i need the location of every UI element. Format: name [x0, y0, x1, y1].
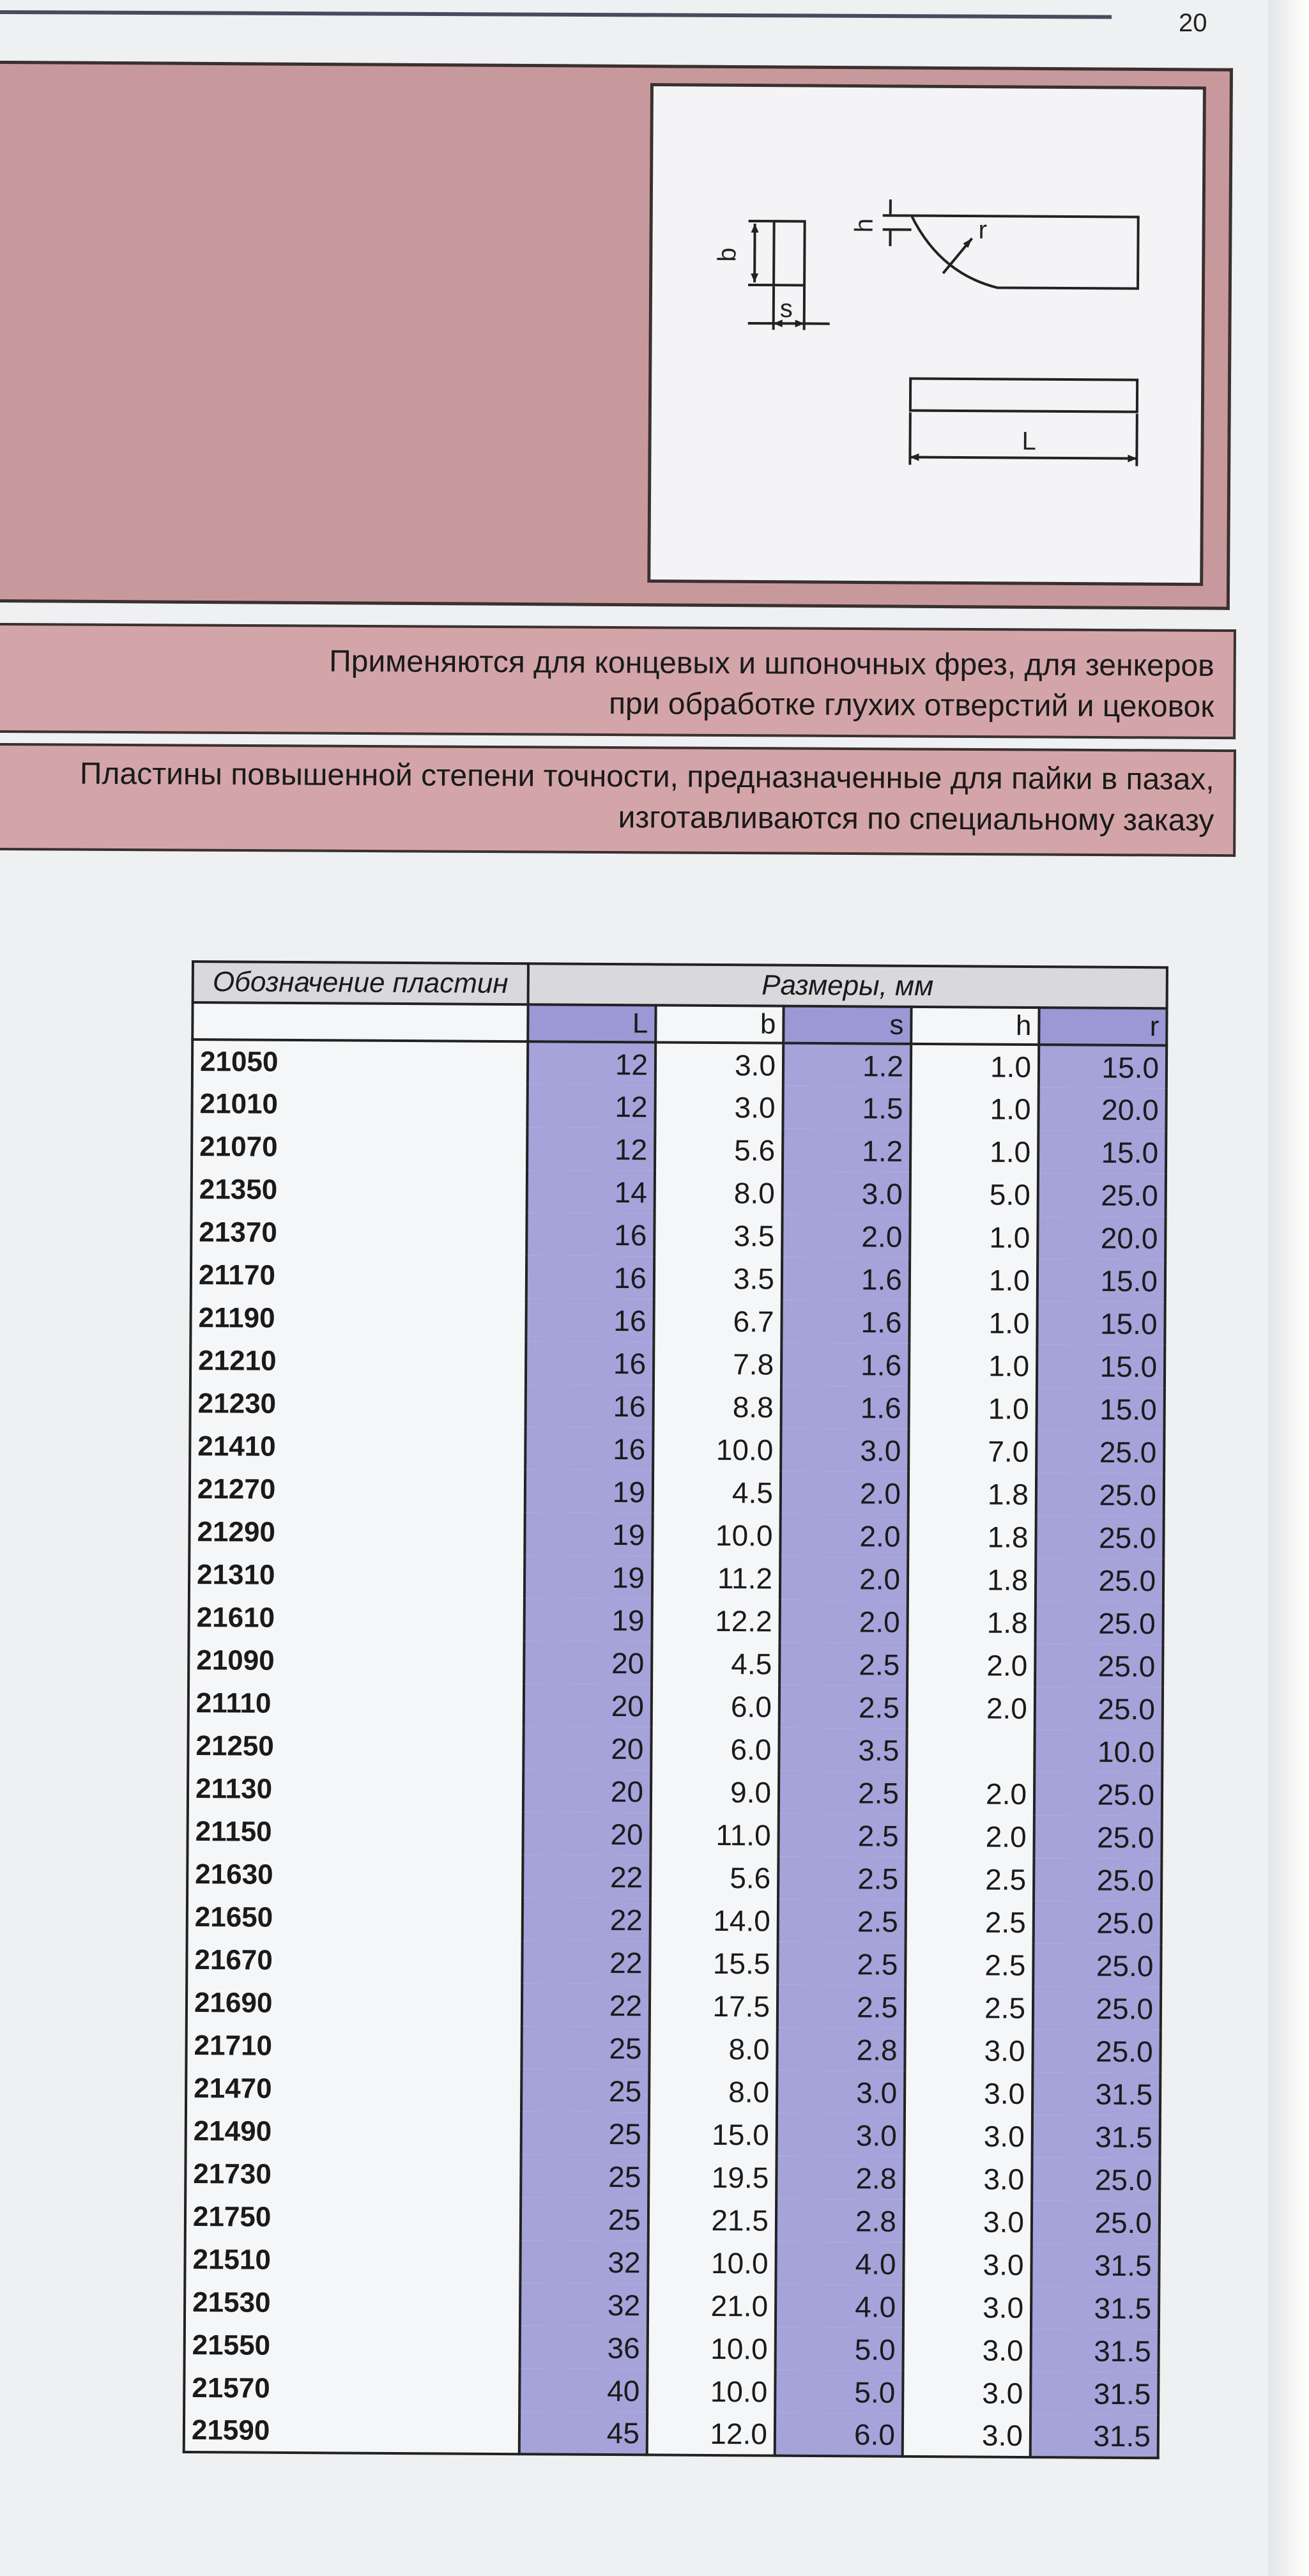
- table-row: [184, 2409, 1158, 2458]
- cell-code: 21690: [187, 1981, 522, 2026]
- table-row: [191, 1254, 1165, 1302]
- cell-r: 25.0: [1034, 1858, 1161, 1901]
- cell-b: 10.0: [652, 1513, 780, 1556]
- table-row: [185, 2195, 1160, 2244]
- cell-h: 1.0: [909, 1386, 1037, 1430]
- cell-b: 21.0: [648, 2283, 776, 2327]
- cell-s: 1.2: [783, 1129, 910, 1172]
- cell-L: 20: [523, 1726, 651, 1770]
- cell-s: 2.0: [781, 1471, 908, 1515]
- cell-b: 8.0: [649, 2027, 777, 2070]
- cell-r: 25.0: [1035, 1601, 1163, 1644]
- column-h: h: [911, 1007, 1039, 1045]
- cell-s: 2.5: [778, 1899, 906, 1943]
- cell-h: 1.8: [908, 1515, 1036, 1558]
- cell-b: 15.0: [649, 2112, 777, 2156]
- cell-L: 16: [526, 1255, 654, 1299]
- cell-b: 3.0: [655, 1085, 783, 1128]
- cell-b: 10.0: [648, 2241, 776, 2284]
- cell-L: 32: [520, 2240, 648, 2283]
- cell-h: 2.5: [906, 1900, 1034, 1943]
- cell-L: 12: [528, 1041, 655, 1085]
- cell-r: 25.0: [1032, 2029, 1160, 2073]
- cell-h: 1.8: [907, 1600, 1035, 1644]
- cell-r: 25.0: [1038, 1173, 1166, 1216]
- cell-b: 8.0: [649, 2069, 777, 2113]
- label-L: L: [1022, 427, 1036, 456]
- cell-r: 31.5: [1032, 2072, 1160, 2115]
- cell-L: 20: [524, 1683, 652, 1727]
- cell-r: 25.0: [1036, 1473, 1164, 1516]
- table-row: [184, 2366, 1158, 2415]
- table-row: [186, 2067, 1160, 2115]
- cell-code: 21470: [186, 2067, 521, 2112]
- table-row: [192, 1082, 1166, 1131]
- cell-r: 31.5: [1030, 2372, 1158, 2415]
- cell-code: 21530: [185, 2281, 520, 2326]
- label-s: s: [779, 295, 793, 323]
- cell-r: 25.0: [1033, 1943, 1161, 1987]
- precision-note-line-2: изготавливаются по специальному заказу: [618, 801, 1214, 838]
- column-b: b: [655, 1005, 783, 1043]
- cell-code: 21270: [190, 1468, 525, 1512]
- cell-L: 16: [526, 1384, 654, 1427]
- cell-r: 25.0: [1032, 2158, 1160, 2201]
- insert-diagram: [647, 83, 1206, 586]
- cell-code: 21490: [186, 2110, 521, 2154]
- cell-code: 21590: [184, 2409, 519, 2454]
- dimensions-table: [183, 960, 1166, 2459]
- table-row: [189, 1596, 1163, 1644]
- page-edge: [1268, 0, 1309, 2576]
- cell-b: 8.0: [655, 1170, 783, 1214]
- cell-b: 21.5: [648, 2198, 776, 2241]
- cell-b: 4.5: [653, 1470, 781, 1514]
- table-row: [188, 1639, 1163, 1687]
- cell-code: 21070: [192, 1125, 527, 1170]
- cell-L: 12: [527, 1084, 655, 1128]
- cell-h: 7.0: [908, 1429, 1036, 1473]
- cell-s: 1.6: [781, 1386, 909, 1429]
- cell-code: 21350: [192, 1168, 527, 1213]
- cell-code: 21010: [192, 1082, 527, 1127]
- cell-r: 20.0: [1038, 1087, 1166, 1131]
- cell-h: 3.0: [904, 2200, 1032, 2243]
- cell-code: 21730: [185, 2152, 521, 2197]
- cell-h: 2.5: [905, 1943, 1033, 1986]
- cell-code: 21250: [188, 1724, 523, 1769]
- cell-L: 22: [522, 1940, 650, 1984]
- cell-b: 12.0: [647, 2412, 775, 2455]
- table-row: [187, 1810, 1161, 1859]
- cell-b: 10.0: [648, 2326, 776, 2370]
- cell-b: 10.0: [653, 1427, 781, 1471]
- table-row: [192, 1125, 1166, 1174]
- cell-L: 19: [524, 1598, 652, 1641]
- cell-b: 17.5: [650, 1984, 777, 2027]
- cell-r: 15.0: [1037, 1301, 1165, 1345]
- cell-code: 21290: [189, 1510, 524, 1555]
- cell-r: 10.0: [1034, 1729, 1162, 1773]
- cell-r: 25.0: [1032, 2200, 1160, 2244]
- table-row: [185, 2238, 1159, 2287]
- cell-s: 2.8: [776, 2156, 904, 2200]
- cell-h: 1.0: [909, 1344, 1037, 1387]
- cell-s: 2.0: [782, 1215, 910, 1258]
- table-row: [189, 1553, 1163, 1602]
- cell-L: 16: [526, 1298, 654, 1342]
- application-note-line-1: Применяются для концевых и шпоночных фрез, для зенкеров: [329, 644, 1214, 683]
- table-row: [191, 1211, 1165, 1259]
- cell-b: 15.5: [650, 1941, 777, 1984]
- cell-b: 8.8: [654, 1384, 781, 1428]
- cell-h: 1.0: [909, 1301, 1037, 1344]
- cell-code: 21670: [187, 1938, 522, 1983]
- cell-L: 25: [521, 2154, 648, 2198]
- table-row: [189, 1510, 1163, 1559]
- table-row: [190, 1382, 1165, 1430]
- cell-r: 15.0: [1037, 1387, 1165, 1430]
- header-dimensions: Размеры, мм: [528, 963, 1167, 1008]
- top-rule: [0, 10, 1112, 19]
- cell-L: 25: [521, 2069, 649, 2112]
- cell-s: 3.0: [777, 2071, 905, 2114]
- cell-r: 25.0: [1035, 1644, 1163, 1687]
- cell-s: 2.5: [779, 1643, 907, 1686]
- cell-code: 21150: [187, 1810, 523, 1855]
- cell-h: 1.0: [911, 1044, 1039, 1087]
- application-note: [0, 623, 1236, 739]
- table-row: [187, 1938, 1161, 1987]
- cell-s: 2.8: [777, 2028, 905, 2071]
- cell-L: 45: [519, 2411, 647, 2455]
- cell-b: 3.5: [654, 1213, 782, 1257]
- cell-L: 19: [524, 1512, 652, 1556]
- cell-b: 14.0: [650, 1898, 778, 1942]
- table-row: [187, 1853, 1161, 1901]
- cell-h: 3.0: [903, 2371, 1030, 2414]
- cell-r: 15.0: [1039, 1045, 1167, 1088]
- cell-b: 12.2: [652, 1598, 779, 1642]
- cell-h: 3.0: [904, 2157, 1032, 2200]
- cell-r: 31.5: [1031, 2286, 1159, 2329]
- cell-s: 4.0: [776, 2242, 903, 2285]
- table-row: [192, 1039, 1167, 1088]
- cell-s: 6.0: [775, 2413, 903, 2457]
- cell-r: 25.0: [1035, 1687, 1163, 1730]
- cell-L: 25: [521, 2197, 648, 2241]
- precision-note: [0, 743, 1236, 857]
- cell-h: 1.8: [908, 1558, 1036, 1601]
- label-h: h: [850, 218, 878, 233]
- cell-b: 5.6: [655, 1128, 783, 1171]
- cell-h: 1.0: [910, 1258, 1037, 1301]
- cell-b: 3.0: [655, 1042, 783, 1085]
- cell-h: 3.0: [903, 2414, 1030, 2457]
- page-number: 20: [1179, 9, 1207, 37]
- cell-s: 3.0: [783, 1172, 910, 1215]
- cell-L: 16: [525, 1427, 653, 1470]
- cell-L: 20: [523, 1812, 650, 1855]
- cell-L: 40: [519, 2368, 647, 2412]
- cell-h: 1.8: [908, 1472, 1036, 1515]
- cell-L: 22: [523, 1897, 650, 1941]
- table-row: [190, 1339, 1165, 1388]
- cell-L: 20: [524, 1641, 652, 1684]
- cell-code: 21410: [190, 1425, 525, 1469]
- cell-code: 21170: [191, 1254, 526, 1298]
- cell-s: 1.5: [783, 1086, 910, 1130]
- label-r: r: [978, 216, 988, 245]
- table-row: [187, 1981, 1161, 2030]
- cell-code: 21750: [185, 2195, 521, 2240]
- cell-h: [907, 1729, 1034, 1772]
- cell-L: 20: [523, 1769, 651, 1813]
- table-row: [185, 2281, 1159, 2329]
- cell-s: 1.2: [783, 1043, 911, 1087]
- cell-code: 21090: [188, 1639, 524, 1683]
- cell-h: 2.5: [906, 1857, 1034, 1901]
- table-row: [190, 1468, 1164, 1516]
- application-note-line-2: при обработке глухих отверстий и цековок: [608, 686, 1214, 724]
- cell-s: 2.5: [777, 1985, 905, 2028]
- cell-s: 3.5: [779, 1728, 907, 1772]
- cell-s: 2.5: [779, 1685, 907, 1729]
- cell-b: 6.7: [654, 1299, 781, 1342]
- cell-s: 2.5: [778, 1857, 906, 1900]
- cell-r: 15.0: [1038, 1130, 1166, 1174]
- cell-L: 25: [521, 2112, 649, 2155]
- cell-code: 21650: [187, 1896, 523, 1940]
- cell-r: 25.0: [1036, 1515, 1163, 1559]
- cell-L: 19: [524, 1555, 652, 1598]
- cell-code: 21710: [186, 2024, 521, 2069]
- cell-L: 32: [520, 2283, 648, 2326]
- cell-h: 3.0: [903, 2328, 1031, 2372]
- cell-s: 2.0: [780, 1557, 908, 1600]
- cell-b: 3.5: [654, 1256, 782, 1300]
- cell-r: 25.0: [1036, 1558, 1163, 1602]
- cell-code: 21110: [188, 1682, 524, 1726]
- cell-b: 19.5: [648, 2155, 776, 2198]
- section-rect: [774, 221, 805, 285]
- cell-s: 1.6: [781, 1343, 909, 1386]
- cell-s: 2.5: [779, 1771, 907, 1814]
- cell-h: 1.0: [910, 1087, 1038, 1130]
- cell-h: 3.0: [903, 2285, 1031, 2329]
- side-rect: [910, 378, 1137, 411]
- cell-code: 21630: [187, 1853, 523, 1897]
- table-row: [186, 2024, 1160, 2073]
- table-row: [186, 2110, 1160, 2158]
- precision-note-line-1: Пластины повышенной степени точности, предназначенные для пайки в пазах,: [79, 756, 1214, 797]
- cell-code: 21610: [189, 1596, 524, 1641]
- cell-s: 1.6: [782, 1257, 910, 1301]
- label-b: b: [713, 247, 742, 262]
- cell-h: 2.5: [905, 1986, 1033, 2029]
- cell-r: 15.0: [1037, 1259, 1165, 1302]
- cell-code: 21310: [189, 1553, 524, 1598]
- cell-h: 2.0: [906, 1814, 1034, 1858]
- cell-r: 31.5: [1030, 2414, 1158, 2458]
- cell-h: 2.0: [907, 1686, 1035, 1729]
- cell-L: 16: [526, 1341, 654, 1384]
- cell-L: 16: [526, 1213, 654, 1256]
- cell-L: 36: [520, 2326, 648, 2369]
- cell-b: 11.2: [652, 1556, 780, 1599]
- cell-code: 21130: [188, 1767, 523, 1812]
- cell-s: 4.0: [776, 2285, 903, 2328]
- cell-h: 1.0: [910, 1215, 1037, 1259]
- cell-code: 21550: [185, 2324, 520, 2368]
- cell-h: 3.0: [905, 2071, 1032, 2115]
- cell-h: 1.0: [910, 1130, 1038, 1173]
- cell-r: 31.5: [1032, 2115, 1160, 2158]
- column-s: s: [783, 1006, 911, 1044]
- table-row: [185, 2324, 1159, 2372]
- table-row: [185, 2152, 1160, 2201]
- cell-b: 10.0: [647, 2369, 775, 2412]
- table-row: [190, 1425, 1164, 1473]
- table-row: [188, 1767, 1162, 1816]
- cell-s: 3.0: [777, 2113, 905, 2157]
- cell-r: 25.0: [1034, 1772, 1162, 1816]
- cell-h: 5.0: [910, 1172, 1038, 1216]
- cell-s: 2.0: [779, 1600, 907, 1643]
- cell-s: 2.0: [780, 1514, 908, 1558]
- cell-s: 2.8: [776, 2199, 904, 2242]
- cell-h: 3.0: [905, 2028, 1032, 2072]
- cell-h: 3.0: [903, 2242, 1031, 2286]
- cell-b: 6.0: [652, 1684, 779, 1728]
- cell-L: 12: [527, 1127, 655, 1170]
- cell-r: 25.0: [1034, 1815, 1161, 1859]
- insert-drawing: [650, 86, 1203, 583]
- cell-code: 21510: [185, 2238, 520, 2283]
- profile-shape: [911, 216, 1138, 289]
- cell-h: 3.0: [905, 2114, 1032, 2158]
- table-row: [188, 1682, 1163, 1730]
- cell-L: 19: [525, 1469, 653, 1513]
- table-row: [187, 1896, 1161, 1944]
- cell-code: 21210: [190, 1339, 526, 1384]
- cell-b: 7.8: [654, 1342, 781, 1385]
- cell-s: 2.5: [778, 1814, 906, 1857]
- cell-code: 21050: [192, 1039, 528, 1084]
- cell-code: 21570: [184, 2366, 519, 2411]
- table-row: [190, 1296, 1165, 1345]
- cell-r: 25.0: [1034, 1901, 1161, 1944]
- cell-b: 9.0: [651, 1770, 779, 1813]
- cell-code: 21230: [190, 1382, 526, 1427]
- cell-r: 20.0: [1037, 1216, 1165, 1259]
- cell-b: 4.5: [652, 1641, 779, 1685]
- cell-s: 5.0: [775, 2370, 903, 2414]
- cell-code: 21190: [190, 1296, 526, 1341]
- cell-r: 15.0: [1037, 1344, 1165, 1388]
- cell-L: 14: [527, 1170, 655, 1213]
- cell-h: 2.0: [907, 1643, 1035, 1687]
- column-r: r: [1039, 1008, 1167, 1045]
- cell-L: 22: [522, 1983, 650, 2027]
- cell-s: 5.0: [776, 2327, 903, 2371]
- cell-s: 3.0: [781, 1429, 908, 1472]
- table-row: [188, 1724, 1162, 1773]
- table-row: [192, 1168, 1166, 1216]
- cell-L: 25: [521, 2026, 649, 2069]
- cell-s: 2.5: [777, 1942, 905, 1986]
- cell-r: 31.5: [1031, 2329, 1159, 2372]
- cell-b: 6.0: [651, 1727, 779, 1770]
- table-body: [184, 1039, 1167, 2458]
- cell-s: 1.6: [781, 1300, 909, 1344]
- column-L: L: [528, 1004, 655, 1042]
- header-blank: [192, 1002, 528, 1041]
- cell-code: 21370: [191, 1211, 526, 1255]
- cell-h: 2.0: [907, 1772, 1034, 1815]
- cell-r: 31.5: [1031, 2243, 1159, 2287]
- cell-b: 11.0: [650, 1813, 778, 1856]
- cell-r: 25.0: [1033, 1986, 1161, 2030]
- header-designation: Обозначение пластин: [193, 962, 528, 1004]
- cell-b: 5.6: [650, 1855, 778, 1899]
- cell-r: 25.0: [1036, 1430, 1164, 1473]
- cell-L: 22: [523, 1855, 650, 1898]
